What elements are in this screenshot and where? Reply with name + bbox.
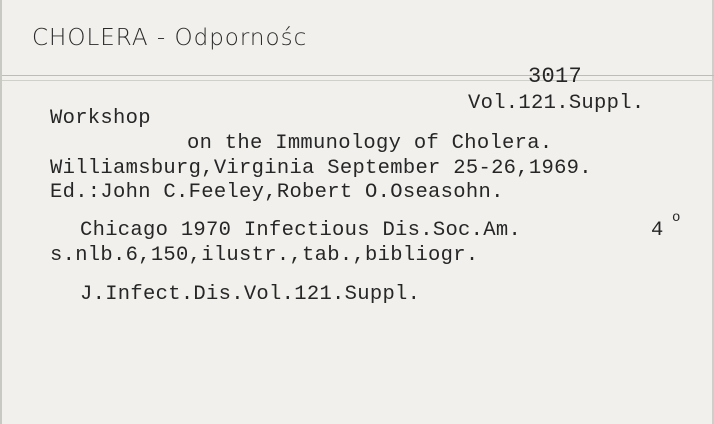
format-label: 4: [651, 219, 664, 242]
card-rule-line-lower: [2, 80, 714, 81]
call-number: 3017: [528, 64, 583, 89]
title-line-2: on the Immunology of Cholera.: [187, 132, 553, 155]
place-date-line: Williamsburg,Virginia September 25-26,1969.: [50, 157, 592, 180]
editors-line: Ed.:John C.Feeley,Robert O.Oseasohn.: [50, 181, 504, 204]
series-line: J.Infect.Dis.Vol.121.Suppl.: [80, 283, 421, 306]
collation-line: s.nlb.6,150,ilustr.,tab.,bibliogr.: [50, 244, 479, 267]
format-superscript: o: [672, 210, 681, 226]
imprint-line: Chicago 1970 Infectious Dis.Soc.Am.: [80, 219, 522, 242]
card-heading: CHOLERA - Odpornośc: [32, 25, 308, 51]
card-rule-line: [2, 75, 714, 76]
volume-label: Vol.121.Suppl.: [468, 92, 645, 115]
title-line-1: Workshop: [50, 107, 151, 130]
